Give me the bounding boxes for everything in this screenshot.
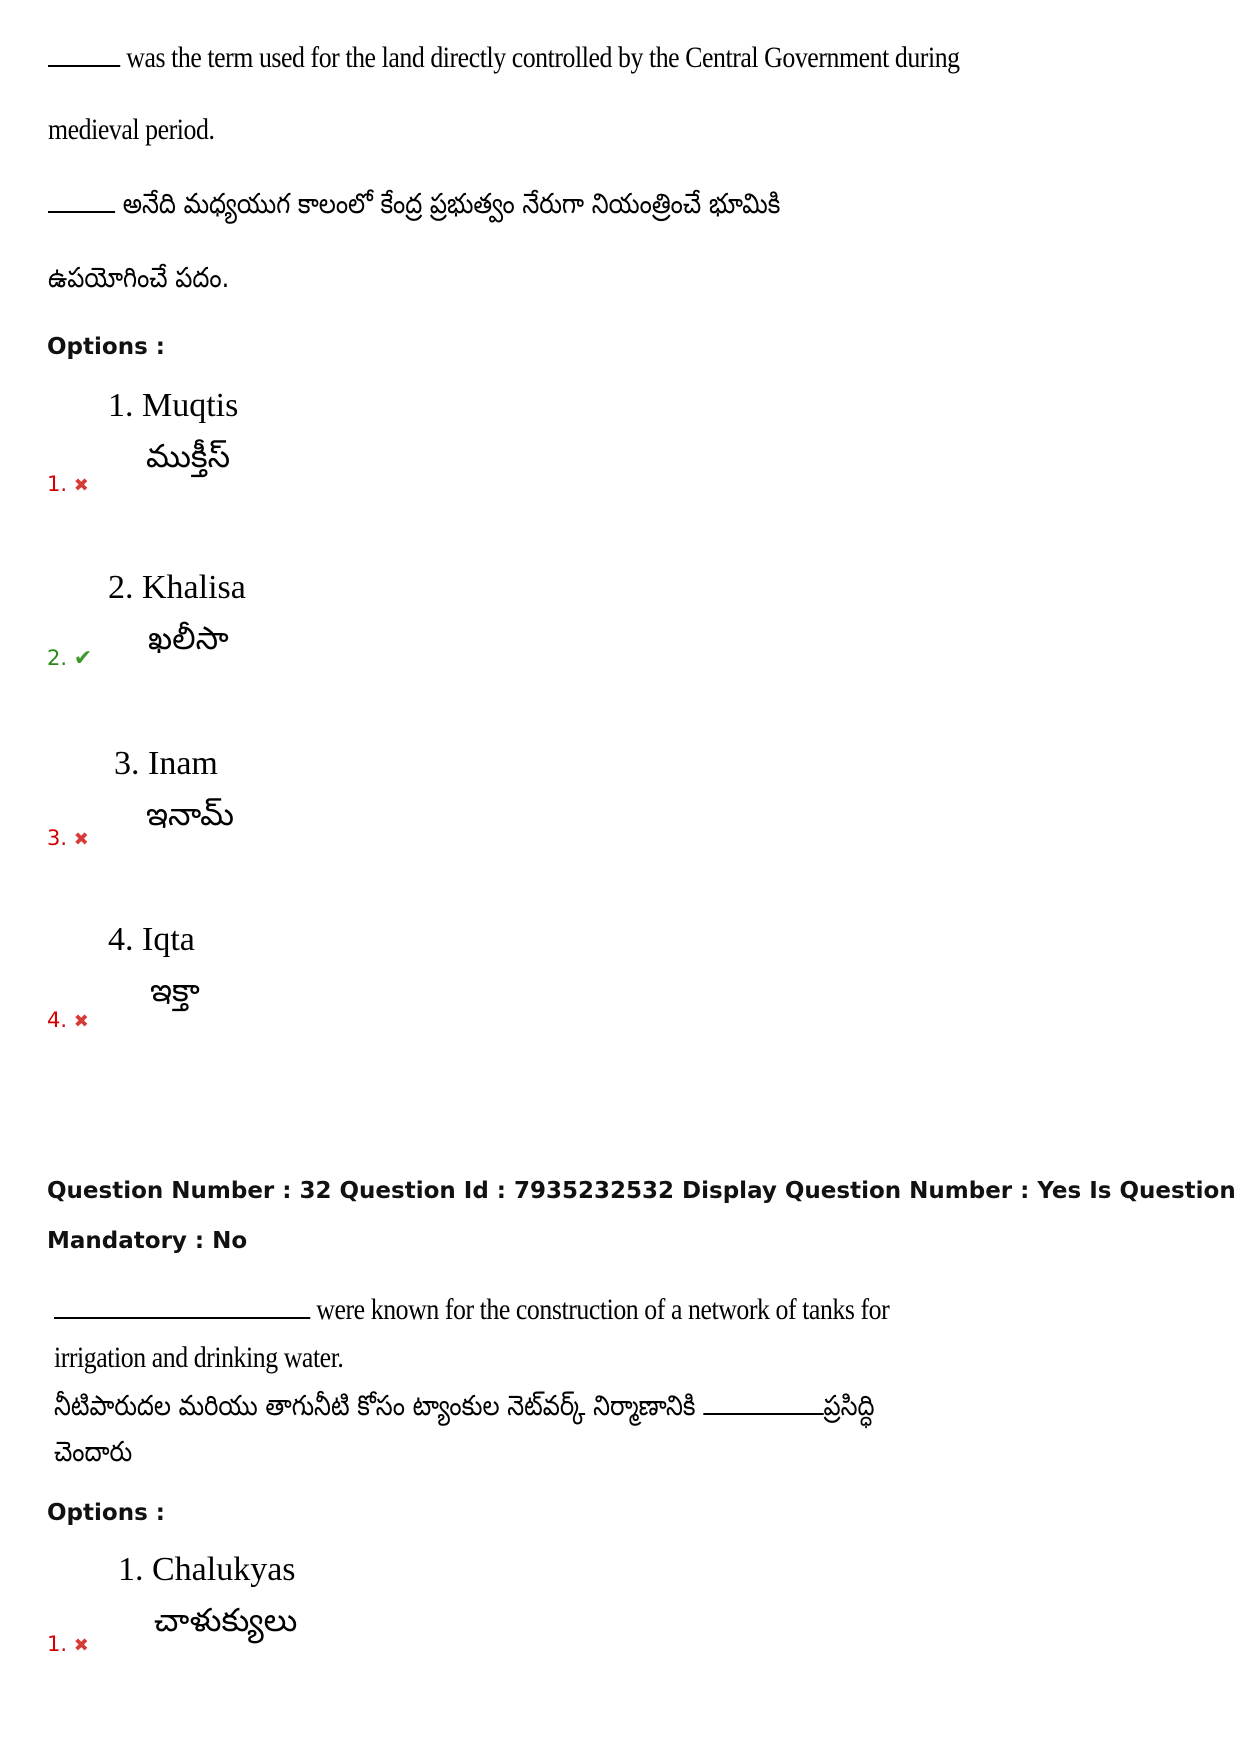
q32-english-line2: irrigation and drinking water. bbox=[54, 1341, 344, 1374]
q32-telugu-line1 bbox=[54, 1386, 875, 1426]
q31-option-3-marker[interactable] bbox=[47, 826, 89, 850]
q32-telugu-blank bbox=[703, 1387, 823, 1415]
wrong-cross-icon: ✖ bbox=[73, 475, 89, 496]
q32-telugu-text: నీటిపారుదల మరియు తాగునీటి కోసం ట్యాంకుల నెట్‌వర్క్ నిర్మాణానికి bbox=[54, 1389, 696, 1422]
wrong-cross-icon: ✖ bbox=[73, 829, 89, 850]
q31-blank bbox=[48, 39, 120, 67]
q31-option-2-telugu: ఖలీసా bbox=[148, 619, 229, 657]
q31-english-line1 bbox=[48, 38, 960, 78]
q31-option-1-number: 1. bbox=[47, 472, 68, 496]
q32-option-1-marker[interactable] bbox=[47, 1632, 89, 1656]
q32-english-text: were known for the construction of a network of tanks for bbox=[316, 1293, 890, 1326]
q31-option-4-number: 4. bbox=[47, 1008, 68, 1032]
wrong-cross-icon: ✖ bbox=[73, 1635, 89, 1656]
q32-telugu-after-blank: ప్రసిద్ధి bbox=[823, 1389, 875, 1422]
q31-option-2-marker[interactable] bbox=[47, 646, 92, 671]
q32-blank bbox=[54, 1291, 310, 1319]
q31-option-2-english: 2. Khalisa bbox=[108, 569, 246, 606]
q31-telugu-line2: ఉపయోగించే పదం. bbox=[48, 261, 230, 294]
q32-option-1-telugu: చాళుక్యులు bbox=[154, 1601, 298, 1639]
q31-option-3-english: 3. Inam bbox=[114, 745, 218, 782]
q32-header-line2: Mandatory : No bbox=[47, 1228, 248, 1254]
correct-check-icon: ✔ bbox=[73, 646, 93, 671]
q31-option-1-telugu: ముక్తీస్ bbox=[146, 437, 231, 475]
q32-english-line1 bbox=[54, 1290, 889, 1330]
q31-telugu-line1 bbox=[48, 184, 780, 224]
q31-option-2-number: 2. bbox=[47, 646, 68, 670]
q31-option-1-english: 1. Muqtis bbox=[108, 387, 239, 424]
q31-option-4-telugu: ఇక్తా bbox=[150, 971, 200, 1009]
q31-option-3-number: 3. bbox=[47, 826, 68, 850]
wrong-cross-icon: ✖ bbox=[73, 1011, 89, 1032]
q31-telugu-blank bbox=[48, 185, 115, 213]
q31-option-4-marker[interactable] bbox=[47, 1008, 89, 1032]
q31-telugu-text: అనేది మధ్యయుగ కాలంలో కేంద్ర ప్రభుత్వం నేరుగా నియంత్రించే భూమికి bbox=[122, 187, 781, 220]
q31-option-4-english: 4. Iqta bbox=[108, 921, 195, 958]
q32-header-line1: Question Number : 32 Question Id : 7935232532 Display Question Number : Yes Is Question bbox=[47, 1178, 1236, 1204]
q31-english-line2: medieval period. bbox=[48, 113, 215, 146]
q31-options-label: Options : bbox=[47, 334, 165, 360]
q32-option-1-english: 1. Chalukyas bbox=[118, 1551, 296, 1588]
q32-telugu-line2: చెందారు bbox=[54, 1435, 133, 1468]
q32-options-label: Options : bbox=[47, 1500, 165, 1526]
q31-option-1-marker[interactable] bbox=[47, 472, 89, 496]
q31-option-3-telugu: ఇనామ్ bbox=[146, 795, 235, 833]
q32-option-1-number: 1. bbox=[47, 1632, 68, 1656]
q31-english-text: was the term used for the land directly controlled by the Central Government during bbox=[126, 41, 960, 74]
